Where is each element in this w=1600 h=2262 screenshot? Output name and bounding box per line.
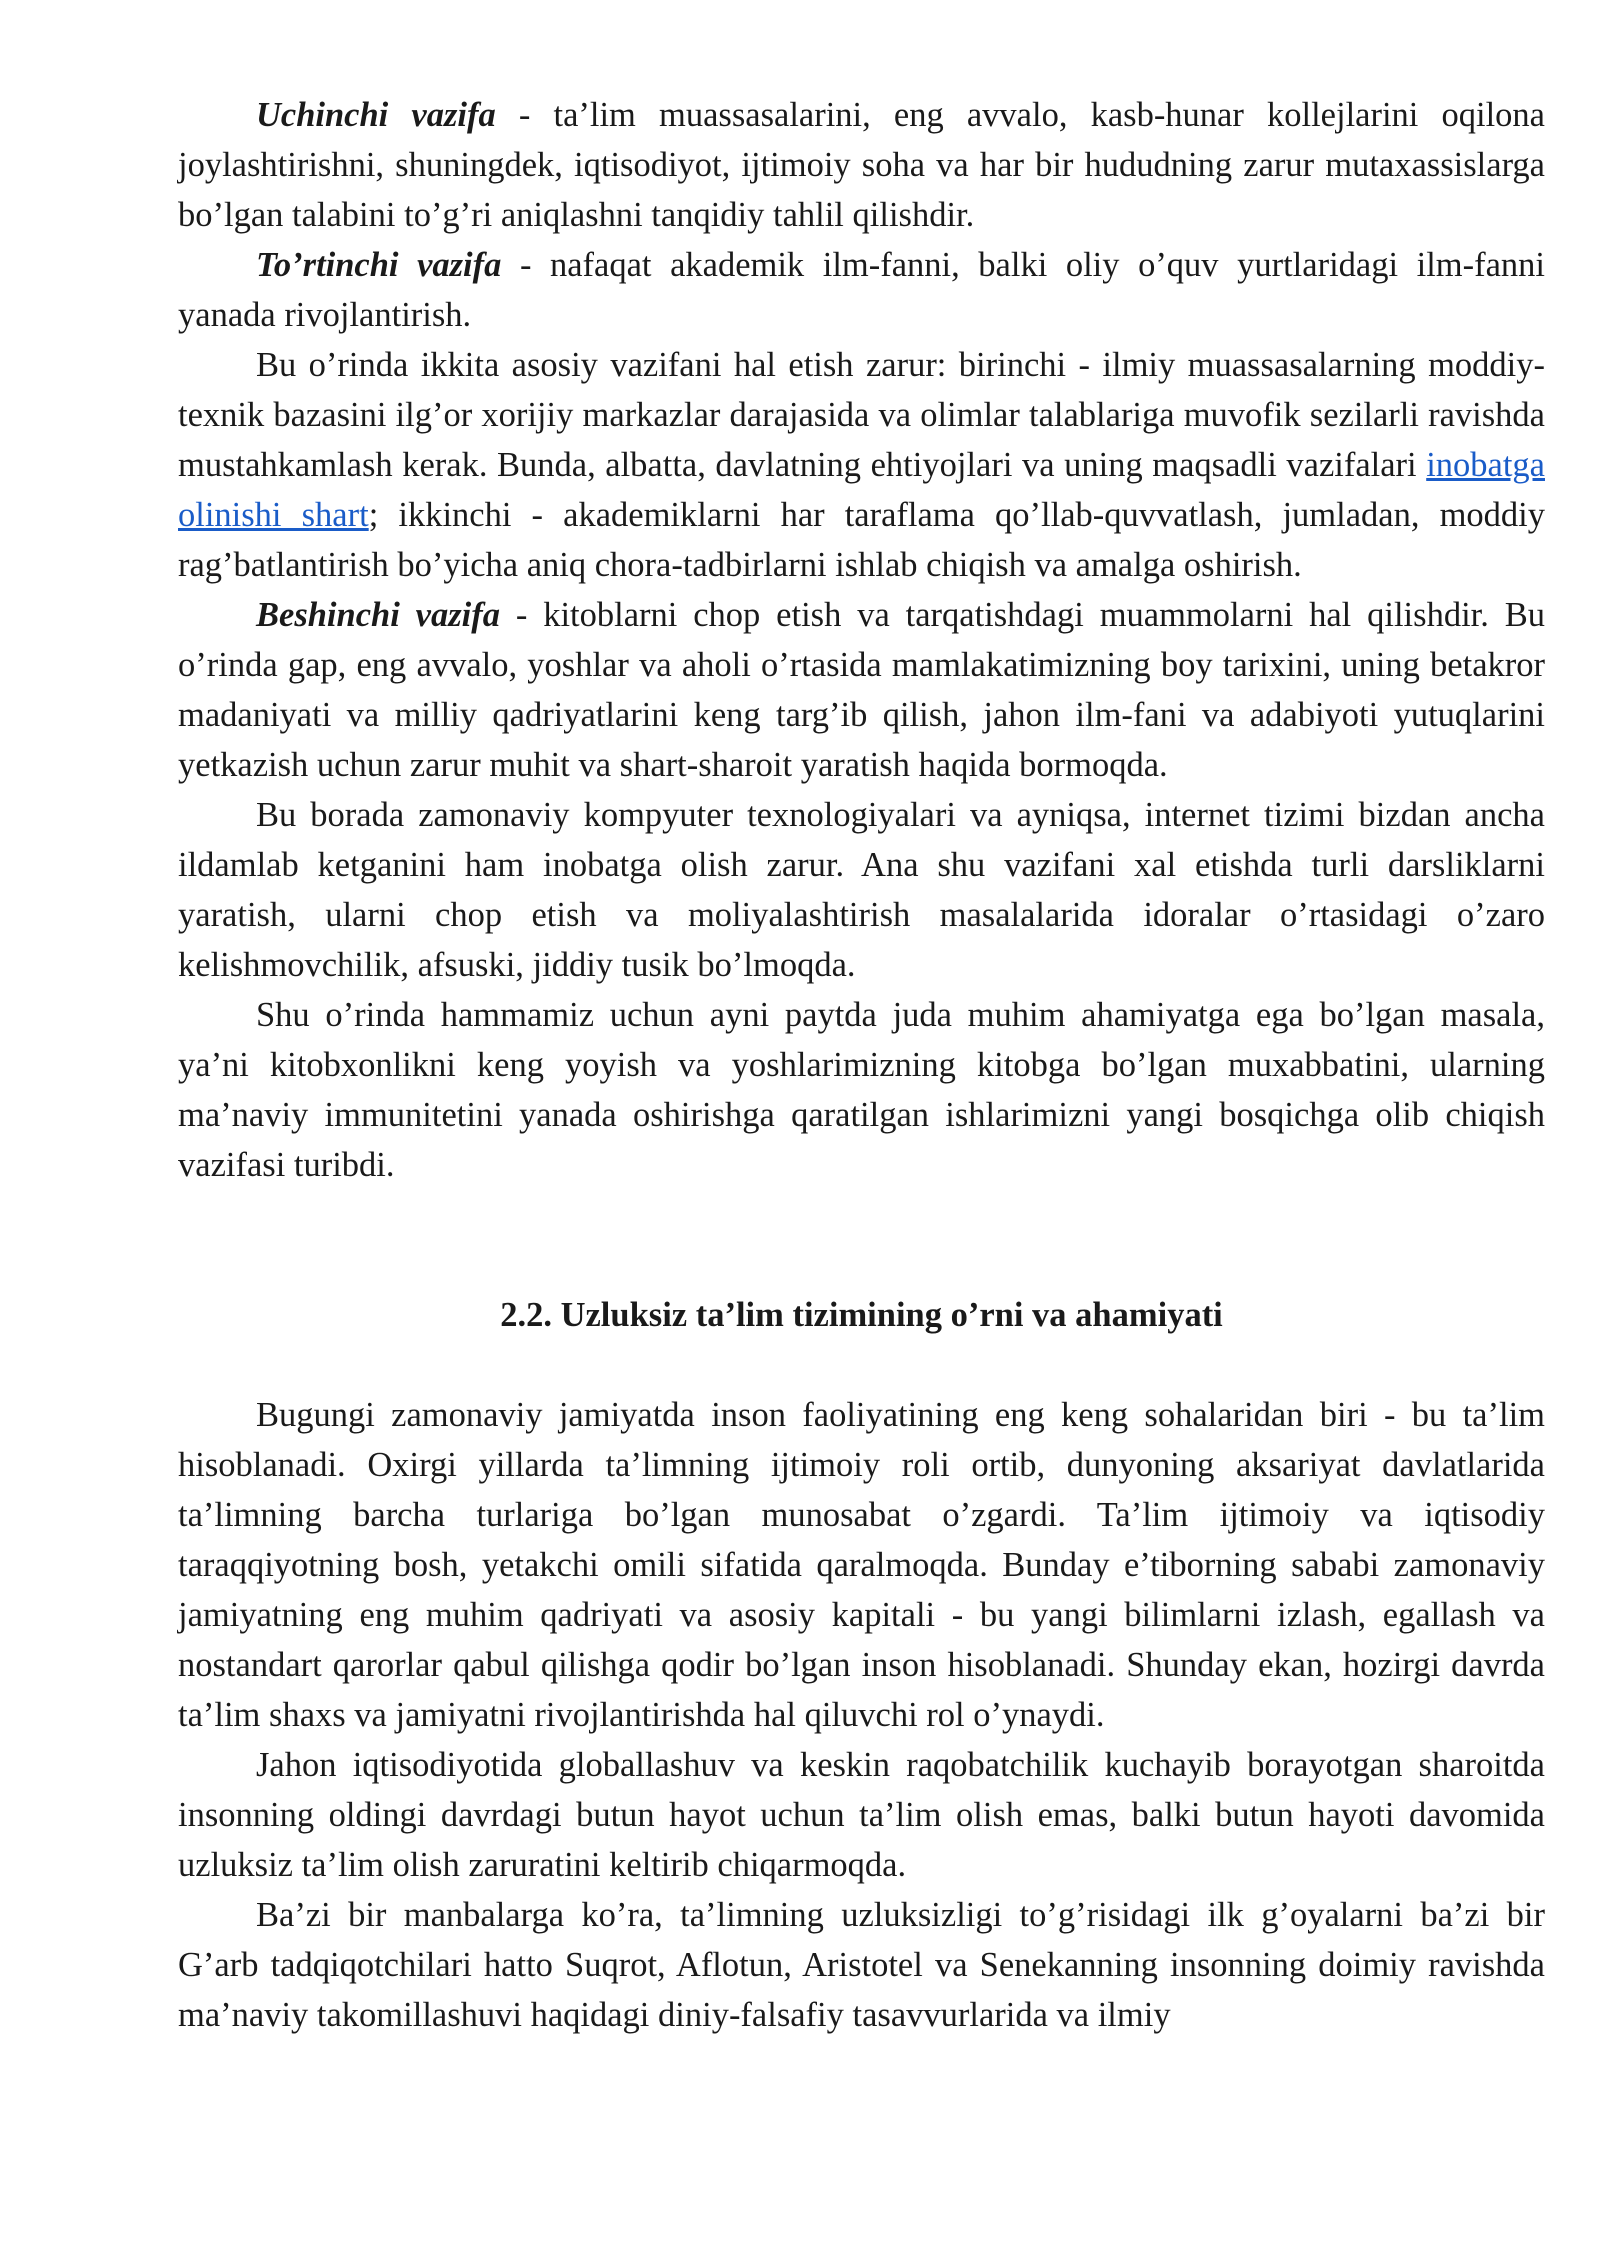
paragraph-text: Ba’zi bir manbalarga ko’ra, ta’limning uzluksizligi to’g’risidagi ilk g’oyalarni ba’zi bir G’arb tadqiqotchilari hatto Suqrot, Aflotun, Aristotel va Senekanning insonning doimiy ravishda ma’naviy takomillashuvi haqidagi diniy-falsafiy tasavvurlarida va ilmiy (178, 1896, 1545, 2034)
paragraph-text: Shu o’rinda hammamiz uchun ayni paytda juda muhim ahamiyatga ega bo’lgan masala, ya’ni kitobxonlikni keng yoyish va yoshlarimizning kitobga bo’lgan muxabbatini, ularning ma’naviy immunitetini yanada oshirishga qaratilgan ishlarimizni yangi bosqichga olib chiqish vazifasi turibdi. (178, 996, 1545, 1184)
paragraph-third-task (178, 90, 1545, 240)
paragraph-modern-society (178, 1390, 1545, 1740)
paragraph-fifth-task (178, 590, 1545, 790)
paragraph-text: Jahon iqtisodiyotida globallashuv va keskin raqobatchilik kuchayib borayotgan sharoitda insonning oldingi davrdagi butun hayot uchun ta’lim olish emas, balki butun hayoti davomida uzluksiz ta’lim olish zaruratini keltirib chiqarmoqda. (178, 1746, 1545, 1884)
lead-term: Beshinchi vazifa (256, 596, 500, 634)
paragraph-text: - kitoblarni chop etish va tarqatishdagi muammolarni hal qilishdir. Bu o’rinda gap, eng avvalo, yoshlar va aholi o’rtasida mamlakatimizning boy tarixini, uning betakror madaniyati va milliy qadriyatlarini keng targ’ib qilish, jahon ilm-fani va adabiyoti yutuqlarini yetkazish uchun zarur muhit va shart-sharoit yaratish haqida bormoqda. (178, 596, 1545, 784)
paragraph-text: Bugungi zamonaviy jamiyatda inson faoliyatining eng keng sohalaridan biri - bu ta’lim hisoblanadi. Oxirgi yillarda ta’limning ijtimoiy roli ortib, dunyoning aksariyat davlatlarida ta’limning barcha turlariga bo’lgan munosabat o’zgardi. Ta’lim ijtimoiy va iqtisodiy taraqqiyotning bosh, yetakchi omili sifatida qaralmoqda. Bunday e’tiborning sababi zamonaviy jamiyatning eng muhim qadriyati va asosiy kapitali - bu yangi bilimlarni izlash, egallash va nostandart qarorlar qabul qilishga qodir bo’lgan inson hisoblanadi. Shunday ekan, hozirgi davrda ta’lim shaxs va jamiyatni rivojlantirishda hal qiluvchi rol o’ynaydi. (178, 1396, 1545, 1734)
paragraph-text: Bu o’rinda ikkita asosiy vazifani hal etish zarur: birinchi - ilmiy muassasalarning moddiy-texnik bazasini ilg’or xorijiy markazlar darajasida va olimlar talablariga muvofik sezilarli ravishda mustahkamlash kerak. Bunda, albatta, davlatning ehtiyojlari va uning maqsadli vazifalari (178, 346, 1545, 484)
paragraph-computer-tech (178, 790, 1545, 990)
hyperlink[interactable]: inobatga olinishi shart (178, 446, 1545, 534)
paragraph-two-tasks (178, 340, 1545, 590)
paragraph-text: - nafaqat akademik ilm-fanni, balki oliy o’quv yurtlaridagi ilm-fanni yanada rivojlantirish. (178, 246, 1545, 334)
lead-term: Uchinchi vazifa (256, 96, 496, 134)
section-heading: 2.2. Uzluksiz ta’lim tizimining o’rni va ahamiyati (500, 1296, 1223, 1334)
paragraph-fourth-task (178, 240, 1545, 340)
paragraph-reading-culture (178, 990, 1545, 1190)
paragraph-text: ; ikkinchi - akademiklarni har taraflama qo’llab-quvvatlash, jumladan, moddiy rag’batlantirish bo’yicha aniq chora-tadbirlarni ishlab chiqish va amalga oshirish. (178, 496, 1545, 584)
lead-term: To’rtinchi vazifa (256, 246, 502, 284)
paragraph-text: - ta’lim muassasalarini, eng avvalo, kasb-hunar kollejlarini oqilona joylashtirishni, shuningdek, iqtisodiyot, ijtimoiy soha va har bir hududning zarur mutaxassislarga bo’lgan talabini to’g’ri aniqlashni tanqidiy tahlil qilishdir. (178, 96, 1545, 234)
document-page (178, 90, 1545, 2040)
paragraph-globalization (178, 1740, 1545, 1890)
paragraph-sources (178, 1890, 1545, 2040)
paragraph-text: Bu borada zamonaviy kompyuter texnologiyalari va ayniqsa, internet tizimi bizdan ancha ildamlab ketganini ham inobatga olish zarur. Ana shu vazifani xal etishda turli darsliklarni yaratish, ularni chop etish va moliyalashtirish masalalarida idoralar o’rtasidagi o’zaro kelishmovchilik, afsuski, jiddiy tusik bo’lmoqda. (178, 796, 1545, 984)
